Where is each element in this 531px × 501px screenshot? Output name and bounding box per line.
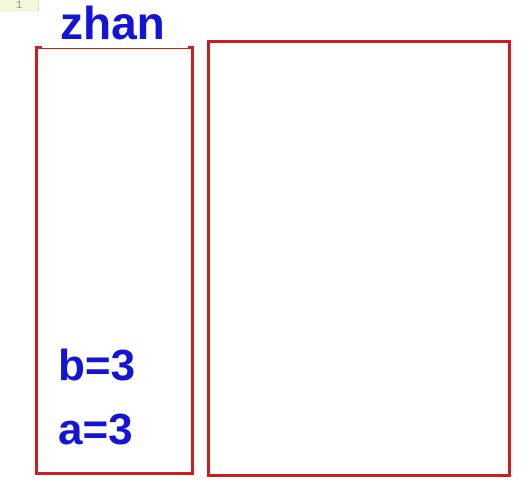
heap-region xyxy=(207,40,511,477)
stack-variable-a: a=3 xyxy=(58,405,133,454)
stack-variable-b: b=3 xyxy=(58,341,136,390)
stack-label: zhan xyxy=(60,0,165,49)
line-number: 1 xyxy=(0,0,39,12)
